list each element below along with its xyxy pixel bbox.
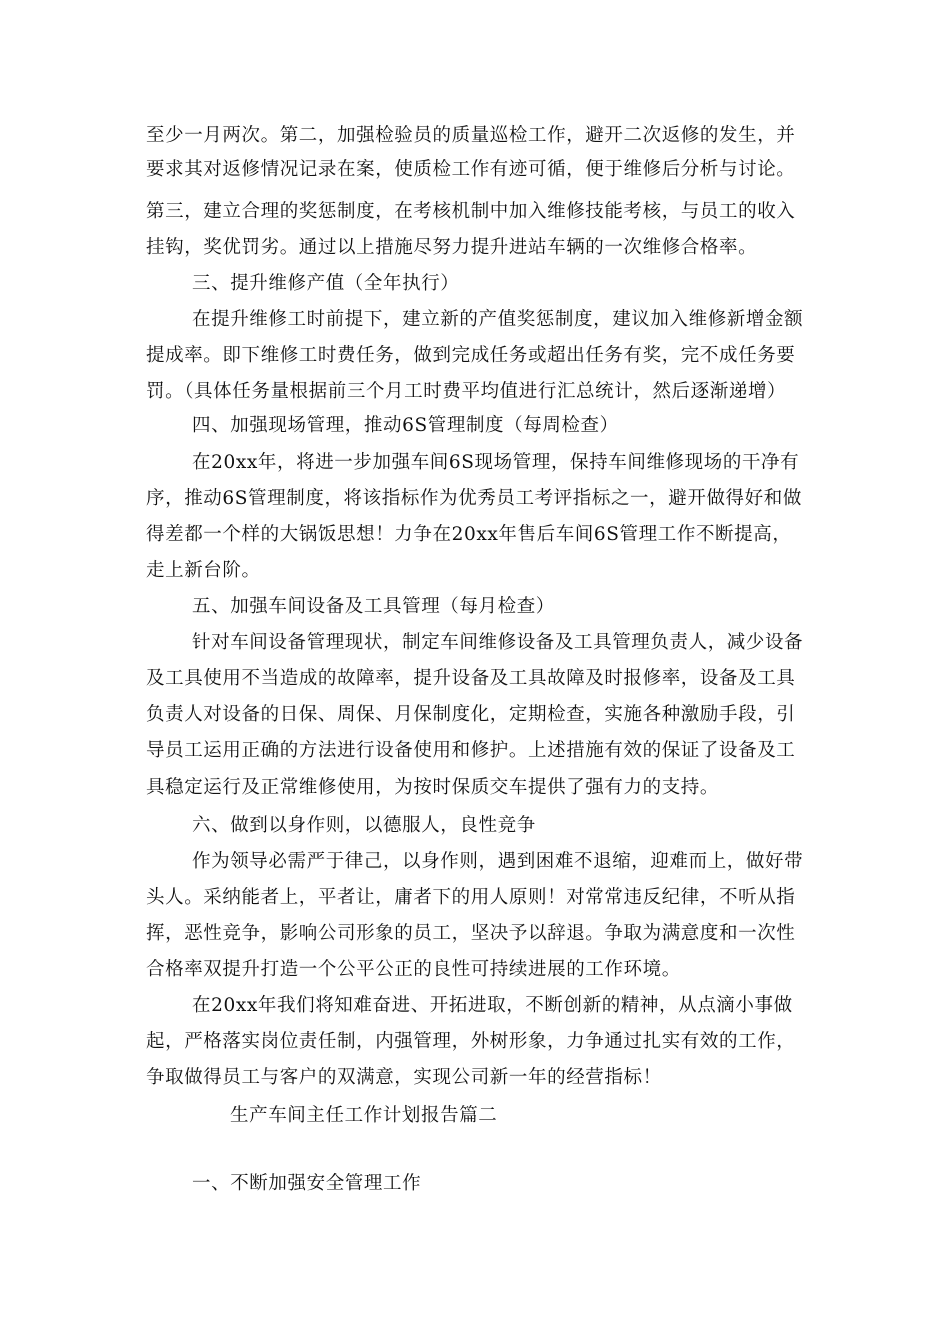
body-line: 针对车间设备管理现状，制定车间维修设备及工具管理负责人，减少设备 [192,632,804,653]
chapter-title: 生产车间主任工作计划报告篇二 [230,1105,498,1126]
body-line: 及工具使用不当造成的故障率，提升设备及工具故障及时报修率，设备及工具 [146,668,796,689]
body-line: 至少一月两次。第二，加强检验员的质量巡检工作，避开二次返修的发生，并 [146,125,796,146]
body-line: 负责人对设备的日保、周保、月保制度化，定期检查，实施各种激励手段，引 [146,704,796,725]
body-line: 挂钩，奖优罚劣。通过以上措施尽努力提升进站车辆的一次维修合格率。 [146,237,758,258]
body-line: 序，推动6S管理制度，将该指标作为优秀员工考评指标之一，避开做得好和做 [146,488,802,509]
body-line: 导员工运用正确的方法进行设备使用和修护。上述措施有效的保证了设备及工 [146,740,796,761]
body-line: 在提升维修工时前提下，建立新的产值奖惩制度，建议加入维修新增金额 [192,309,804,330]
body-line: 第三，建立合理的奖惩制度，在考核机制中加入维修技能考核，与员工的收入 [146,201,796,222]
section-heading-5: 五、加强车间设备及工具管理（每月检查） [192,596,555,617]
section-heading-1: 一、不断加强安全管理工作 [192,1173,422,1194]
body-line: 要求其对返修情况记录在案，使质检工作有迹可循，便于维修后分析与讨论。 [146,159,796,180]
body-line: 挥，恶性竞争，影响公司形象的员工，坚决予以辞退。争取为满意度和一次性 [146,923,796,944]
section-heading-6: 六、做到以身作则，以德服人，良性竞争 [192,815,536,836]
body-line: 罚。（具体任务量根据前三个月工时费平均值进行汇总统计，然后逐渐递增） [146,381,787,402]
body-line: 争取做得员工与客户的双满意，实现公司新一年的经营指标！ [146,1067,662,1088]
section-heading-3: 三、提升维修产值（全年执行） [192,273,460,294]
body-line: 具稳定运行及正常维修使用，为按时保质交车提供了强有力的支持。 [146,777,720,798]
body-line: 合格率双提升打造一个公平公正的良性可持续进展的工作环境。 [146,959,681,980]
body-line: 头人。采纳能者上，平者让，庸者下的用人原则！对常常违反纪律，不听从指 [146,887,796,908]
body-line: 在20xx年，将进一步加强车间6S现场管理，保持车间维修现场的干净有 [192,452,800,473]
body-line: 作为领导必需严于律己，以身作则，遇到困难不退缩，迎难而上，做好带 [192,851,804,872]
body-line: 提成率。即下维修工时费任务，做到完成任务或超出任务有奖，完不成任务要 [146,345,796,366]
body-line: 走上新台阶。 [146,560,261,581]
body-line: 起，严格落实岗位责任制，内强管理，外树形象，力争通过扎实有效的工作， [146,1031,796,1052]
section-heading-4: 四、加强现场管理，推动6S管理制度（每周检查） [192,415,619,436]
body-line: 得差都一个样的大锅饭思想！力争在20xx年售后车间6S管理工作不断提高， [146,524,792,545]
body-line: 在20xx年我们将知难奋进、开拓进取，不断创新的精神，从点滴小事做 [192,995,793,1016]
